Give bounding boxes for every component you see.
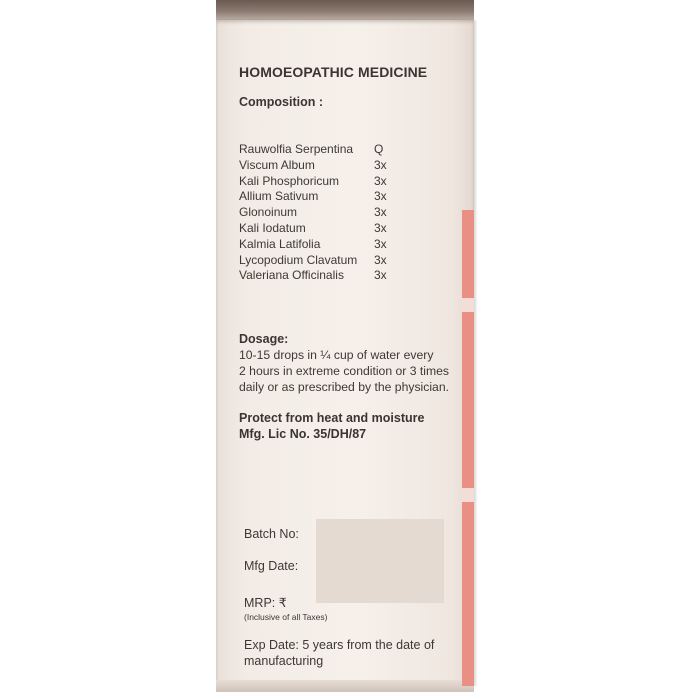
ingredient-potency: 3x: [374, 205, 387, 220]
dosage-text: 2 hours in extreme condition or 3 times: [239, 364, 449, 378]
ingredient-potency: 3x: [374, 173, 387, 188]
ingredient-row: [239, 253, 399, 269]
strip-notch: [462, 298, 474, 312]
mfg-date-label: Mfg Date:: [244, 559, 299, 573]
tax-note: (Inclusive of all Taxes): [244, 612, 328, 622]
product-title: HOMOEOPATHIC MEDICINE: [239, 64, 428, 80]
ingredient-name: Kalmia Latifolia: [239, 236, 321, 251]
ingredient-row: [239, 237, 399, 253]
storage-instruction: Protect from heat and moisture: [239, 411, 425, 425]
ingredient-potency: 3x: [374, 220, 387, 235]
ingredient-row: [239, 174, 399, 190]
ingredient-name: Allium Sativum: [239, 189, 319, 204]
ingredient-row: [239, 205, 399, 221]
ingredient-row: [239, 142, 399, 158]
ingredient-row: [239, 189, 399, 205]
ingredient-name: Kali Phosphoricum: [239, 173, 340, 188]
ingredient-name: Valeriana Officinalis: [239, 268, 344, 283]
batch-info-stamp-area: [316, 519, 444, 603]
ingredient-potency: Q: [374, 142, 384, 156]
ingredient-row: [239, 221, 399, 237]
ingredient-list: [239, 142, 399, 284]
ingredient-potency: 3x: [374, 252, 387, 267]
ingredient-potency: 3x: [374, 157, 387, 172]
ingredient-name: Glonoinum: [239, 205, 298, 220]
composition-heading: Composition :: [239, 95, 324, 109]
dosage-heading: Dosage:: [239, 332, 289, 346]
ingredient-name: Rauwolfia Serpentina: [239, 142, 354, 156]
strip-notch: [462, 488, 474, 502]
ingredient-name: Kali Iodatum: [239, 220, 306, 235]
ingredient-row: [239, 158, 399, 174]
dosage-text: daily or as prescribed by the physician.: [239, 380, 450, 394]
mrp-label: MRP: ₹: [244, 596, 287, 610]
dosage-text: 10-15 drops in ¼ cup of water every: [239, 348, 434, 362]
accent-color-strip: [462, 210, 474, 686]
expiry-text: Exp Date: 5 years from the date of: [244, 638, 435, 652]
ingredient-potency: 3x: [374, 189, 387, 204]
manufacturing-license: Mfg. Lic No. 35/DH/87: [239, 427, 367, 441]
ingredient-potency: 3x: [374, 236, 387, 251]
ingredient-row: [239, 268, 399, 284]
ingredient-potency: 3x: [374, 268, 387, 283]
ingredient-name: Viscum Album: [239, 157, 315, 172]
ingredient-name: Lycopodium Clavatum: [239, 252, 358, 267]
expiry-text: manufacturing: [244, 654, 324, 668]
box-bottom-edge: [216, 680, 474, 692]
batch-number-label: Batch No:: [244, 527, 299, 541]
